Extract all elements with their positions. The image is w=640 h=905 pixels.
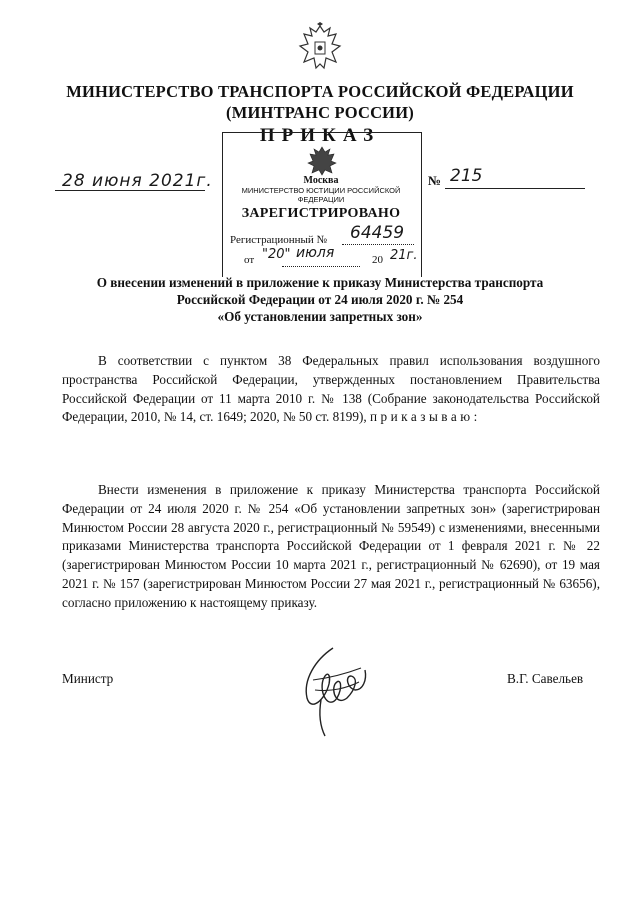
order-number: 215 xyxy=(450,166,483,186)
stamp-from-label: от xyxy=(244,254,255,266)
stamp-from-day: "20" xyxy=(262,247,291,262)
subject-line-1: О внесении изменений в приложение к приказу Министерства транспорта xyxy=(96,275,544,290)
paragraph-1-text: В соответствии с пунктом 38 Федеральных правил использования воздушного пространства Российской Федерации, утвержденных постановлением Правительства Российской Федерации от 11 марта 2010 г. № 138 (Собрание законодательства Российской Федерации, 2010, № 14, ст. 1649; 2020, № 50 ст. 8199), xyxy=(62,353,600,425)
subject-line-3: «Об установлении запретных зон» xyxy=(217,309,423,324)
stamp-from-month: июля xyxy=(296,245,335,261)
order-number-label: № xyxy=(428,173,442,188)
document-type-title: ПРИКАЗ xyxy=(259,125,381,146)
stamp-reg-number: 64459 xyxy=(350,223,405,243)
stamp-from-underline xyxy=(282,266,360,267)
coat-of-arms-icon xyxy=(296,22,344,74)
ministry-short-name: (МИНТРАНС РОССИИ) xyxy=(226,103,414,122)
order-subject xyxy=(0,274,640,325)
signatory-name: В.Г. Савельев xyxy=(507,671,584,686)
date-underline xyxy=(55,190,205,191)
stamp-registered-title: ЗАРЕГИСТРИРОВАНО xyxy=(241,206,401,221)
handwritten-signature-icon xyxy=(285,640,375,740)
stamp-emblem-icon xyxy=(304,144,340,176)
body-paragraph-2: Внести изменения в приложение к приказу Министерства транспорта Российской Федерации от 24 июля 2020 г. № 254 «Об установлении запретных зон» (зарегистрирован Минюстом России 28 августа 2020 г., регистрационный № 59549) с изменениями, внесенными приказами Министерства транспорта Российской Федерации от 1 февраля 2021 г. № 22 (зарегистрирован Минюстом России 10 марта 2021 г., регистрационный № 62690), от 19 мая 2021 г. № 157 (зарегистрирован Минюстом России 27 мая 2021 г., регистрационный № 63656), согласно приложению к настоящему приказу. xyxy=(62,482,600,610)
number-underline xyxy=(445,188,585,189)
stamp-from-year-suffix: 21г. xyxy=(390,248,418,263)
body-paragraph-1 xyxy=(62,352,600,427)
order-date: 28 июня 2021г. xyxy=(62,171,213,191)
order-directive: приказываю: xyxy=(369,409,481,425)
stamp-city: Москва xyxy=(303,175,339,186)
signatory-position: Министр xyxy=(62,671,114,686)
stamp-reg-label: Регистрационный № xyxy=(230,234,328,246)
ministry-name: МИНИСТЕРСТВО ТРАНСПОРТА РОССИЙСКОЙ ФЕДЕРАЦИИ xyxy=(66,82,574,101)
stamp-reg-underline xyxy=(342,244,414,245)
stamp-organization: МИНИСТЕРСТВО ЮСТИЦИИ РОССИЙСКОЙ ФЕДЕРАЦИИ xyxy=(241,186,401,204)
subject-line-2: Российской Федерации от 24 июля 2020 г. № 254 xyxy=(176,292,464,307)
stamp-from-year-prefix: 20 xyxy=(372,254,383,266)
